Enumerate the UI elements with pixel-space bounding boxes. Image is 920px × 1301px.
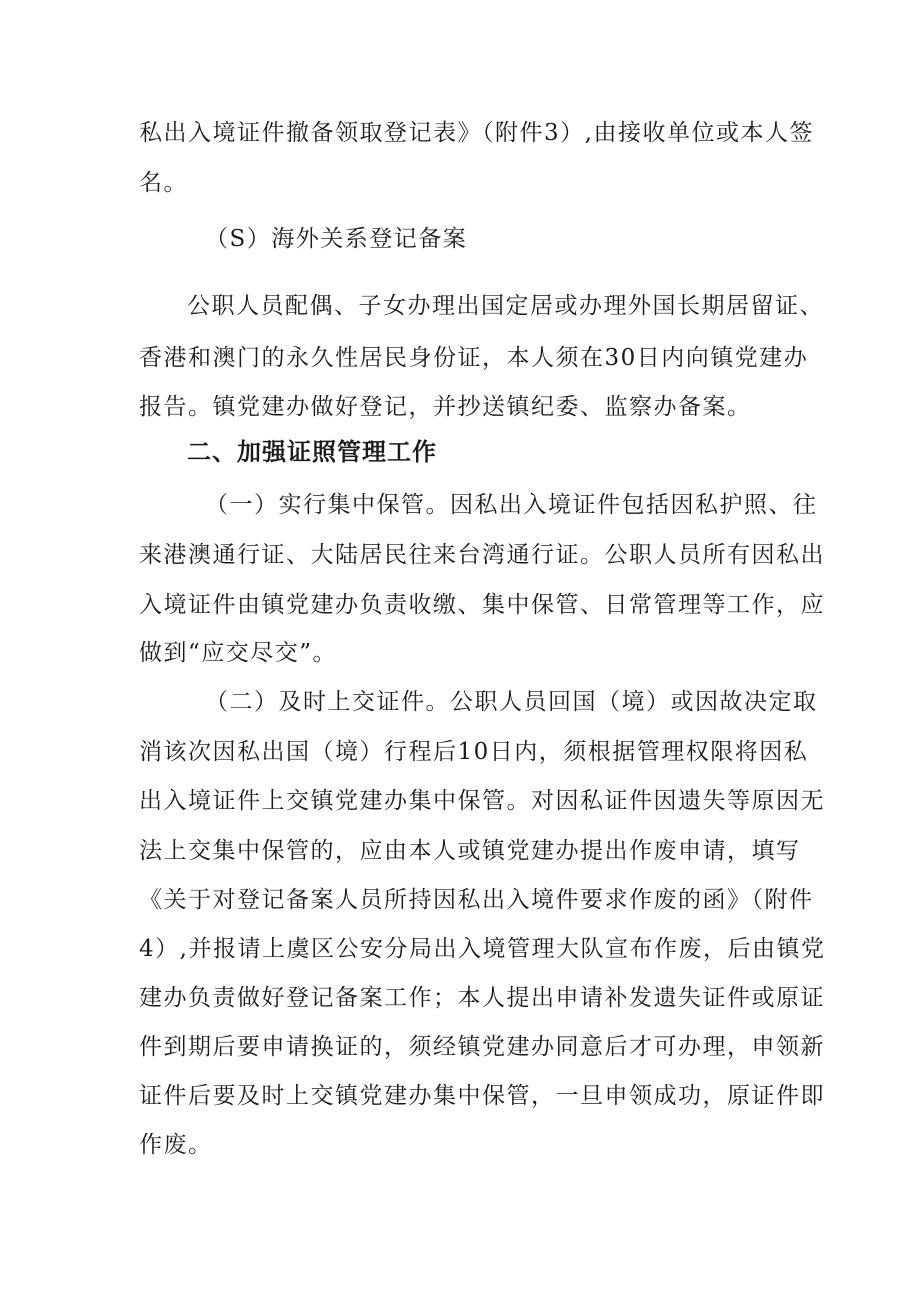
text-line: 来港澳通行证、大陆居民往来台湾通行证。公职人员所有因私出 [139,542,825,568]
text-line: 名。 [139,170,188,196]
text-line: 公职人员配偶、子女办理出国定居或办理外国长期居留证、 [187,293,824,319]
text-line: 《关于对登记备案人员所持因私出入境件要求作废的函》（附件 [139,887,814,913]
text-line: 件到期后要申请换证的，须经镇党建办同意后才可办理，申领新 [139,1034,825,1060]
text-line: 建办负责做好登记备案工作；本人提出申请补发遗失证件或原证 [139,985,825,1011]
text-line: （二）及时上交证件。公职人员回国（境）或因故决定取 [205,689,818,715]
text-line: 作废。 [139,1132,213,1158]
text-line: （一）实行集中保管。因私出入境证件包括因私护照、往 [205,492,818,518]
text-line: 香港和澳门的永久性居民身份证，本人须在30日内向镇党建办 [139,345,809,371]
text-line: 消该次因私出国（境）行程后10日内，须根据管理权限将因私 [139,739,809,765]
section-heading: 二、加强证照管理工作 [187,438,437,466]
text-line: 证件后要及时上交镇党建办集中保管，一旦申领成功，原证件即 [139,1083,825,1109]
text-line: 做到“应交尽交”。 [139,640,338,666]
text-line: 出入境证件上交镇党建办集中保管。对因私证件因遗失等原因无 [139,788,825,814]
text-line: 4）,并报请上虞区公安分局出入境管理大队宣布作废，后由镇党 [139,936,826,962]
text-line: 私出入境证件撤备领取登记表》（附件3）,由接收单位或本人签 [139,120,814,146]
text-line: 法上交集中保管的，应由本人或镇党建办提出作废申请，填写 [139,838,801,864]
text-line: 报告。镇党建办做好登记，并抄送镇纪委、监察办备案。 [139,394,752,420]
text-line: 入境证件由镇党建办负责收缴、集中保管、日常管理等工作，应 [139,592,825,618]
section-subheading: （S）海外关系登记备案 [205,226,468,252]
